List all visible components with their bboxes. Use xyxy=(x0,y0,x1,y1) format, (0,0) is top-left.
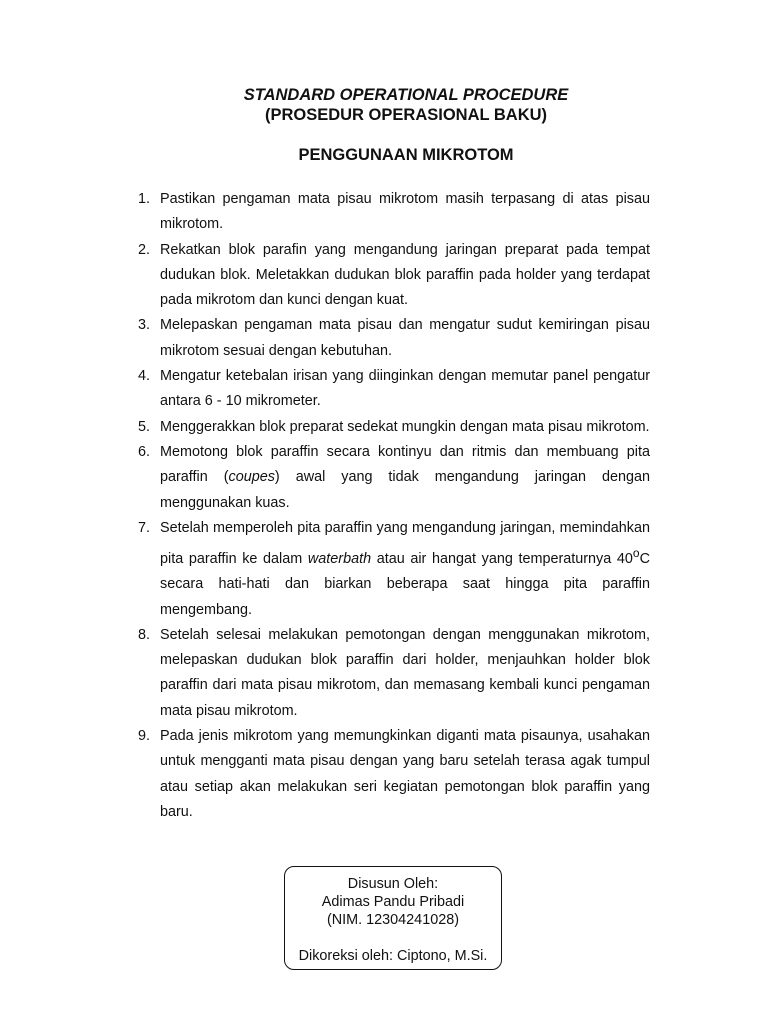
step-text: Melepaskan pengaman mata pisau dan mengatur sudut kemiringan pisau mikrotom sesuai dengan kebutuhan. xyxy=(160,317,650,359)
step-number: 5. xyxy=(138,418,151,435)
procedure-step xyxy=(138,238,650,314)
degree-superscript: o xyxy=(632,546,640,561)
step-text xyxy=(160,444,650,511)
composed-by-label: Disusun Oleh: xyxy=(347,876,439,892)
procedure-step xyxy=(138,516,650,623)
step-text xyxy=(160,520,650,618)
step-number: 9. xyxy=(138,728,151,745)
procedure-step xyxy=(138,623,650,724)
step-text: Mengatur ketebalan irisan yang diinginkan dengan memutar panel pengatur antara 6 - 10 mikrometer. xyxy=(160,368,650,410)
author-nim: (NIM. 12304241028) xyxy=(327,912,459,928)
step-text: Setelah selesai melakukan pemotongan dengan menggunakan mikrotom, melepaskan dudukan blok paraffin dari holder, menjauhkan holder blok paraffin dari mata pisau mikrotom, dan memasang kembali kunci pengaman mata pisau mikrotom. xyxy=(160,626,650,719)
step-text-part: C secara hati-hati dan biarkan beberapa saat hingga pita paraffin mengembang. xyxy=(160,550,650,618)
step-number: 4. xyxy=(138,368,151,385)
step-number: 7. xyxy=(138,519,151,536)
procedure-step xyxy=(138,440,650,516)
document-title-translation: (PROSEDUR OPERASIONAL BAKU) xyxy=(264,106,548,124)
procedure-steps xyxy=(138,187,650,825)
step-number: 2. xyxy=(138,241,151,258)
emphasized-term: waterbath xyxy=(307,550,372,567)
procedure-step xyxy=(138,187,650,238)
procedure-step xyxy=(138,724,650,825)
step-number: 3. xyxy=(138,317,151,334)
procedure-step xyxy=(138,415,650,440)
credits-box xyxy=(284,866,502,970)
author-name: Adimas Pandu Pribadi xyxy=(321,894,465,910)
step-text: Rekatkan blok parafin yang mengandung jaringan preparat pada tempat dudukan blok. Meletakkan dudukan blok paraffin pada holder yang terdapat pada mikrotom dan kunci dengan kuat. xyxy=(160,241,650,309)
spacer xyxy=(285,929,501,947)
emphasized-term: coupes xyxy=(228,469,275,486)
step-text-part: Memotong blok paraffin secara kontinyu dan ritmis dan membuang pita paraffin ( xyxy=(160,443,650,486)
step-number: 6. xyxy=(138,443,151,460)
procedure-step xyxy=(138,364,650,415)
step-text: Pada jenis mikrotom yang memungkinkan diganti mata pisaunya, usahakan untuk mengganti mata pisau dengan yang baru setelah terasa agak tumpul atau setiap akan melakukan seri kegiatan pemotongan blok paraffin yang baru. xyxy=(160,728,650,820)
step-text-part: Setelah memperoleh pita paraffin yang mengandung jaringan, memindahkan pita paraffin ke dalam xyxy=(160,519,650,567)
step-number: 8. xyxy=(138,626,151,643)
step-text-part: ) awal yang tidak mengandung jaringan dengan menggunakan kuas. xyxy=(160,469,650,511)
procedure-step xyxy=(138,313,650,364)
step-number: 1. xyxy=(138,191,151,207)
document-title: STANDARD OPERATIONAL PROCEDURE xyxy=(243,86,569,104)
step-text: Menggerakkan blok preparat sedekat mungkin dengan mata pisau mikrotom. xyxy=(160,418,650,435)
step-text: Pastikan pengaman mata pisau mikrotom masih terpasang di atas pisau mikrotom. xyxy=(160,191,650,233)
document-subject: PENGGUNAAN MIKROTOM xyxy=(298,146,514,164)
corrected-by: Dikoreksi oleh: Ciptono, M.Si. xyxy=(298,948,488,964)
step-text-part: atau air hangat yang temperaturnya 40 xyxy=(371,550,633,567)
